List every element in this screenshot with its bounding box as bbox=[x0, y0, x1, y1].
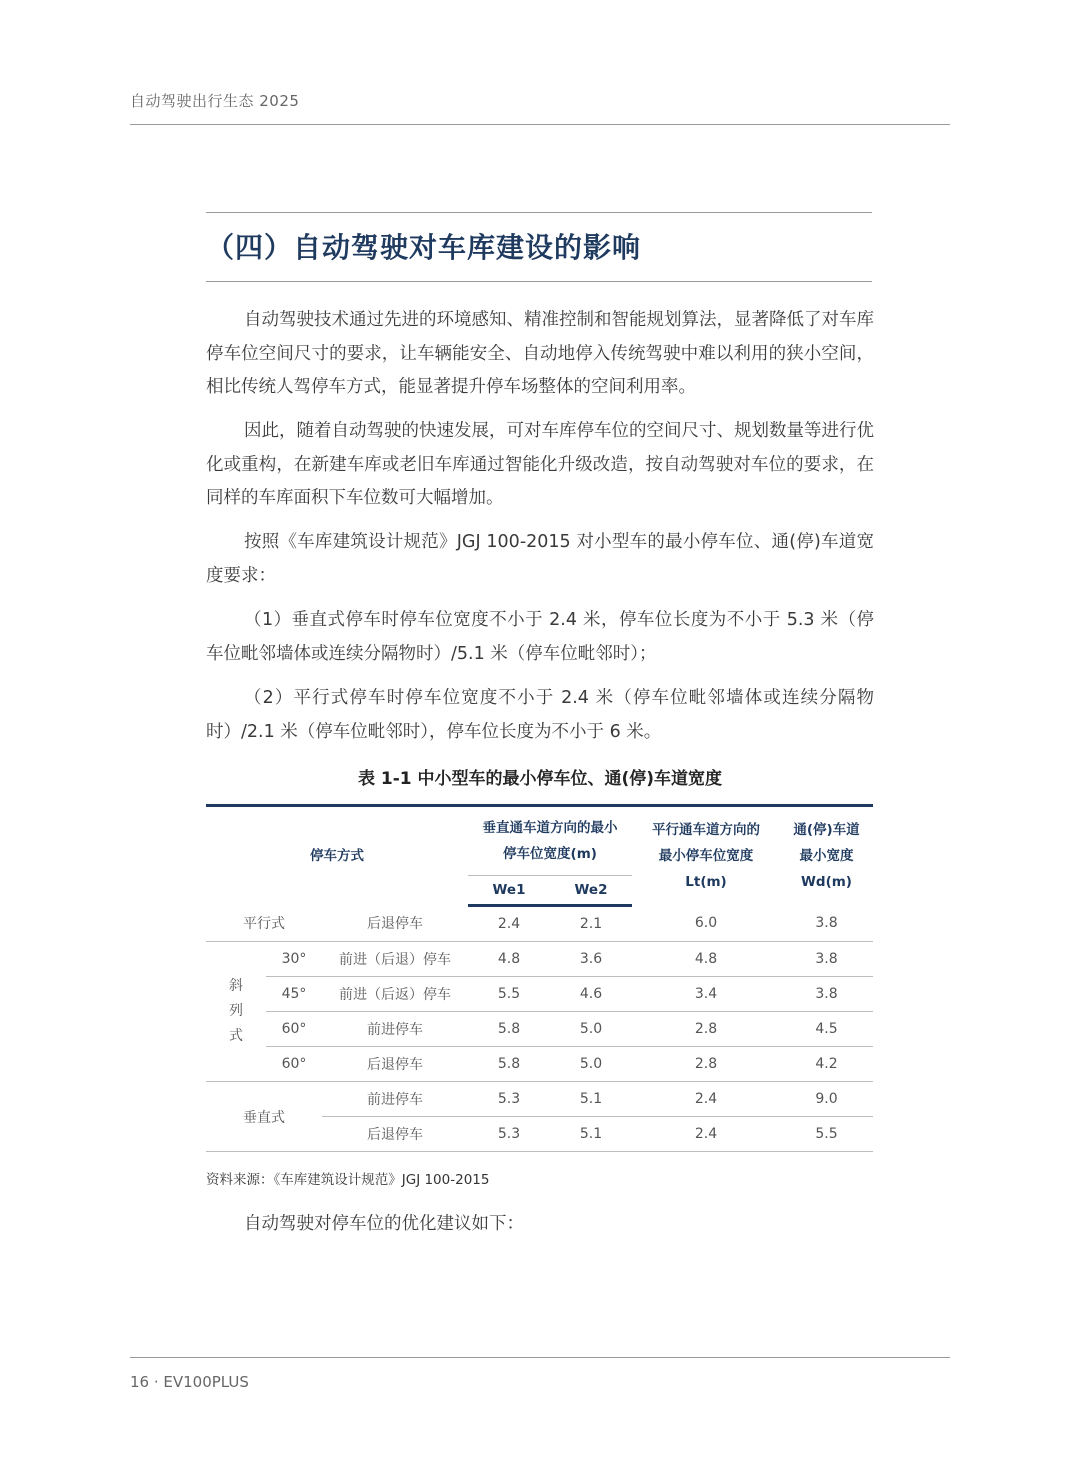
header-parallel-width bbox=[632, 806, 780, 906]
header-vertical-width bbox=[468, 806, 632, 876]
cell-we1: 5.5 bbox=[468, 977, 550, 1012]
header-parallel-width-line1: 平行通车道方向的 bbox=[652, 822, 760, 839]
header-we2: We2 bbox=[550, 876, 632, 906]
cell-we1: 5.8 bbox=[468, 1012, 550, 1047]
header-parallel-width-line3: Lt(m) bbox=[685, 874, 727, 891]
cell-wd: 5.5 bbox=[780, 1117, 873, 1152]
title-top-divider bbox=[206, 212, 872, 213]
table-caption: 表 1-1 中小型车的最小停车位、通(停)车道宽度 bbox=[357, 769, 723, 789]
cell-wd: 3.8 bbox=[780, 906, 873, 942]
table-source-note: 资料来源：《车库建筑设计规范》JGJ 100-2015 bbox=[206, 1172, 490, 1188]
cell-lt: 3.4 bbox=[632, 977, 780, 1012]
cell-method: 前进（后返）停车 bbox=[322, 977, 468, 1012]
parking-spec-table bbox=[206, 804, 873, 1152]
cell-we1: 4.8 bbox=[468, 942, 550, 977]
cell-method: 后退停车 bbox=[322, 1117, 468, 1152]
header-lane-width-line3: Wd(m) bbox=[801, 874, 852, 891]
cell-we1: 5.3 bbox=[468, 1117, 550, 1152]
cell-lt: 4.8 bbox=[632, 942, 780, 977]
oblique-char: 斜 bbox=[229, 978, 243, 994]
header-vertical-width-line1: 垂直通车道方向的最小 bbox=[482, 820, 618, 836]
title-bottom-divider bbox=[206, 281, 872, 282]
cell-method: 前进停车 bbox=[322, 1012, 468, 1047]
header-lane-width bbox=[780, 806, 873, 906]
paragraph-standard: 按照《车库建筑设计规范》JGJ 100-2015 对小型车的最小停车位、通(停)车道宽度要求： bbox=[206, 532, 874, 586]
oblique-char: 列 bbox=[229, 1003, 243, 1019]
footer-divider bbox=[130, 1357, 950, 1358]
cell-wd: 3.8 bbox=[780, 977, 873, 1012]
header-lane-width-line2: 最小宽度 bbox=[799, 848, 854, 865]
cell-we1: 5.8 bbox=[468, 1047, 550, 1082]
paragraph-closing: 自动驾驶对停车位的优化建议如下： bbox=[244, 1214, 524, 1234]
table-row bbox=[206, 1047, 873, 1082]
header-we1: We1 bbox=[468, 876, 550, 906]
header-vertical-width-line2: 停车位宽度(m) bbox=[503, 846, 597, 862]
cell-method: 后退停车 bbox=[322, 1047, 468, 1082]
cell-wd: 4.5 bbox=[780, 1012, 873, 1047]
cell-lt: 2.8 bbox=[632, 1047, 780, 1082]
cell-group: 垂直式 bbox=[206, 1082, 322, 1152]
cell-group: 平行式 bbox=[206, 906, 322, 942]
header-parking-mode: 停车方式 bbox=[310, 848, 364, 865]
header-divider bbox=[130, 124, 950, 125]
cell-wd: 9.0 bbox=[780, 1082, 873, 1117]
cell-we2: 3.6 bbox=[550, 942, 632, 977]
cell-method: 后退停车 bbox=[322, 906, 468, 942]
cell-method: 前进（后退）停车 bbox=[322, 942, 468, 977]
table-row bbox=[206, 977, 873, 1012]
cell-we2: 2.1 bbox=[550, 906, 632, 942]
cell-oblique-group bbox=[206, 942, 266, 1082]
cell-we2: 4.6 bbox=[550, 977, 632, 1012]
cell-we2: 5.1 bbox=[550, 1117, 632, 1152]
oblique-char: 式 bbox=[229, 1028, 243, 1044]
section-title: （四）自动驾驶对车库建设的影响 bbox=[206, 231, 642, 264]
cell-wd: 4.2 bbox=[780, 1047, 873, 1082]
running-header: 自动驾驶出行生态 2025 bbox=[130, 92, 300, 110]
cell-we2: 5.1 bbox=[550, 1082, 632, 1117]
cell-we2: 5.0 bbox=[550, 1047, 632, 1082]
cell-angle: 60° bbox=[266, 1012, 322, 1047]
table-row bbox=[206, 1082, 873, 1117]
cell-wd: 3.8 bbox=[780, 942, 873, 977]
cell-we1: 5.3 bbox=[468, 1082, 550, 1117]
header-parallel-width-line2: 最小停车位宽度 bbox=[658, 848, 754, 865]
paragraph-item-1: （1）垂直式停车时停车位宽度不小于 2.4 米，停车位长度为不小于 5.3 米（停车位毗邻墙体或连续分隔物时）/5.1 米（停车位毗邻时）； bbox=[206, 610, 874, 664]
header-lane-width-line1: 通(停)车道 bbox=[793, 822, 860, 839]
cell-angle: 30° bbox=[266, 942, 322, 977]
table-row bbox=[206, 1012, 873, 1047]
cell-lt: 2.4 bbox=[632, 1117, 780, 1152]
paragraph-optimization: 因此，随着自动驾驶的快速发展，可对车库停车位的空间尺寸、规划数量等进行优化或重构，在新建车库或老旧车库通过智能化升级改造，按自动驾驶对车位的要求，在同样的车库面积下车位数可大幅增加。 bbox=[206, 421, 874, 508]
table-row bbox=[206, 942, 873, 977]
cell-lt: 2.8 bbox=[632, 1012, 780, 1047]
cell-angle: 45° bbox=[266, 977, 322, 1012]
page-footer: 16 · EV100PLUS bbox=[130, 1373, 249, 1391]
paragraph-item-2: （2）平行式停车时停车位宽度不小于 2.4 米（停车位毗邻墙体或连续分隔物时）/2.1 米（停车位毗邻时），停车位长度为不小于 6 米。 bbox=[206, 688, 874, 742]
cell-we2: 5.0 bbox=[550, 1012, 632, 1047]
cell-angle: 60° bbox=[266, 1047, 322, 1082]
cell-lt: 2.4 bbox=[632, 1082, 780, 1117]
cell-lt: 6.0 bbox=[632, 906, 780, 942]
paragraph-intro: 自动驾驶技术通过先进的环境感知、精准控制和智能规划算法，显著降低了对车库停车位空间尺寸的要求，让车辆能安全、自动地停入传统驾驶中难以利用的狭小空间，相比传统人驾停车方式，能显著提升停车场整体的空间利用率。 bbox=[206, 310, 874, 397]
cell-method: 前进停车 bbox=[322, 1082, 468, 1117]
table-row bbox=[206, 906, 873, 942]
cell-we1: 2.4 bbox=[468, 906, 550, 942]
